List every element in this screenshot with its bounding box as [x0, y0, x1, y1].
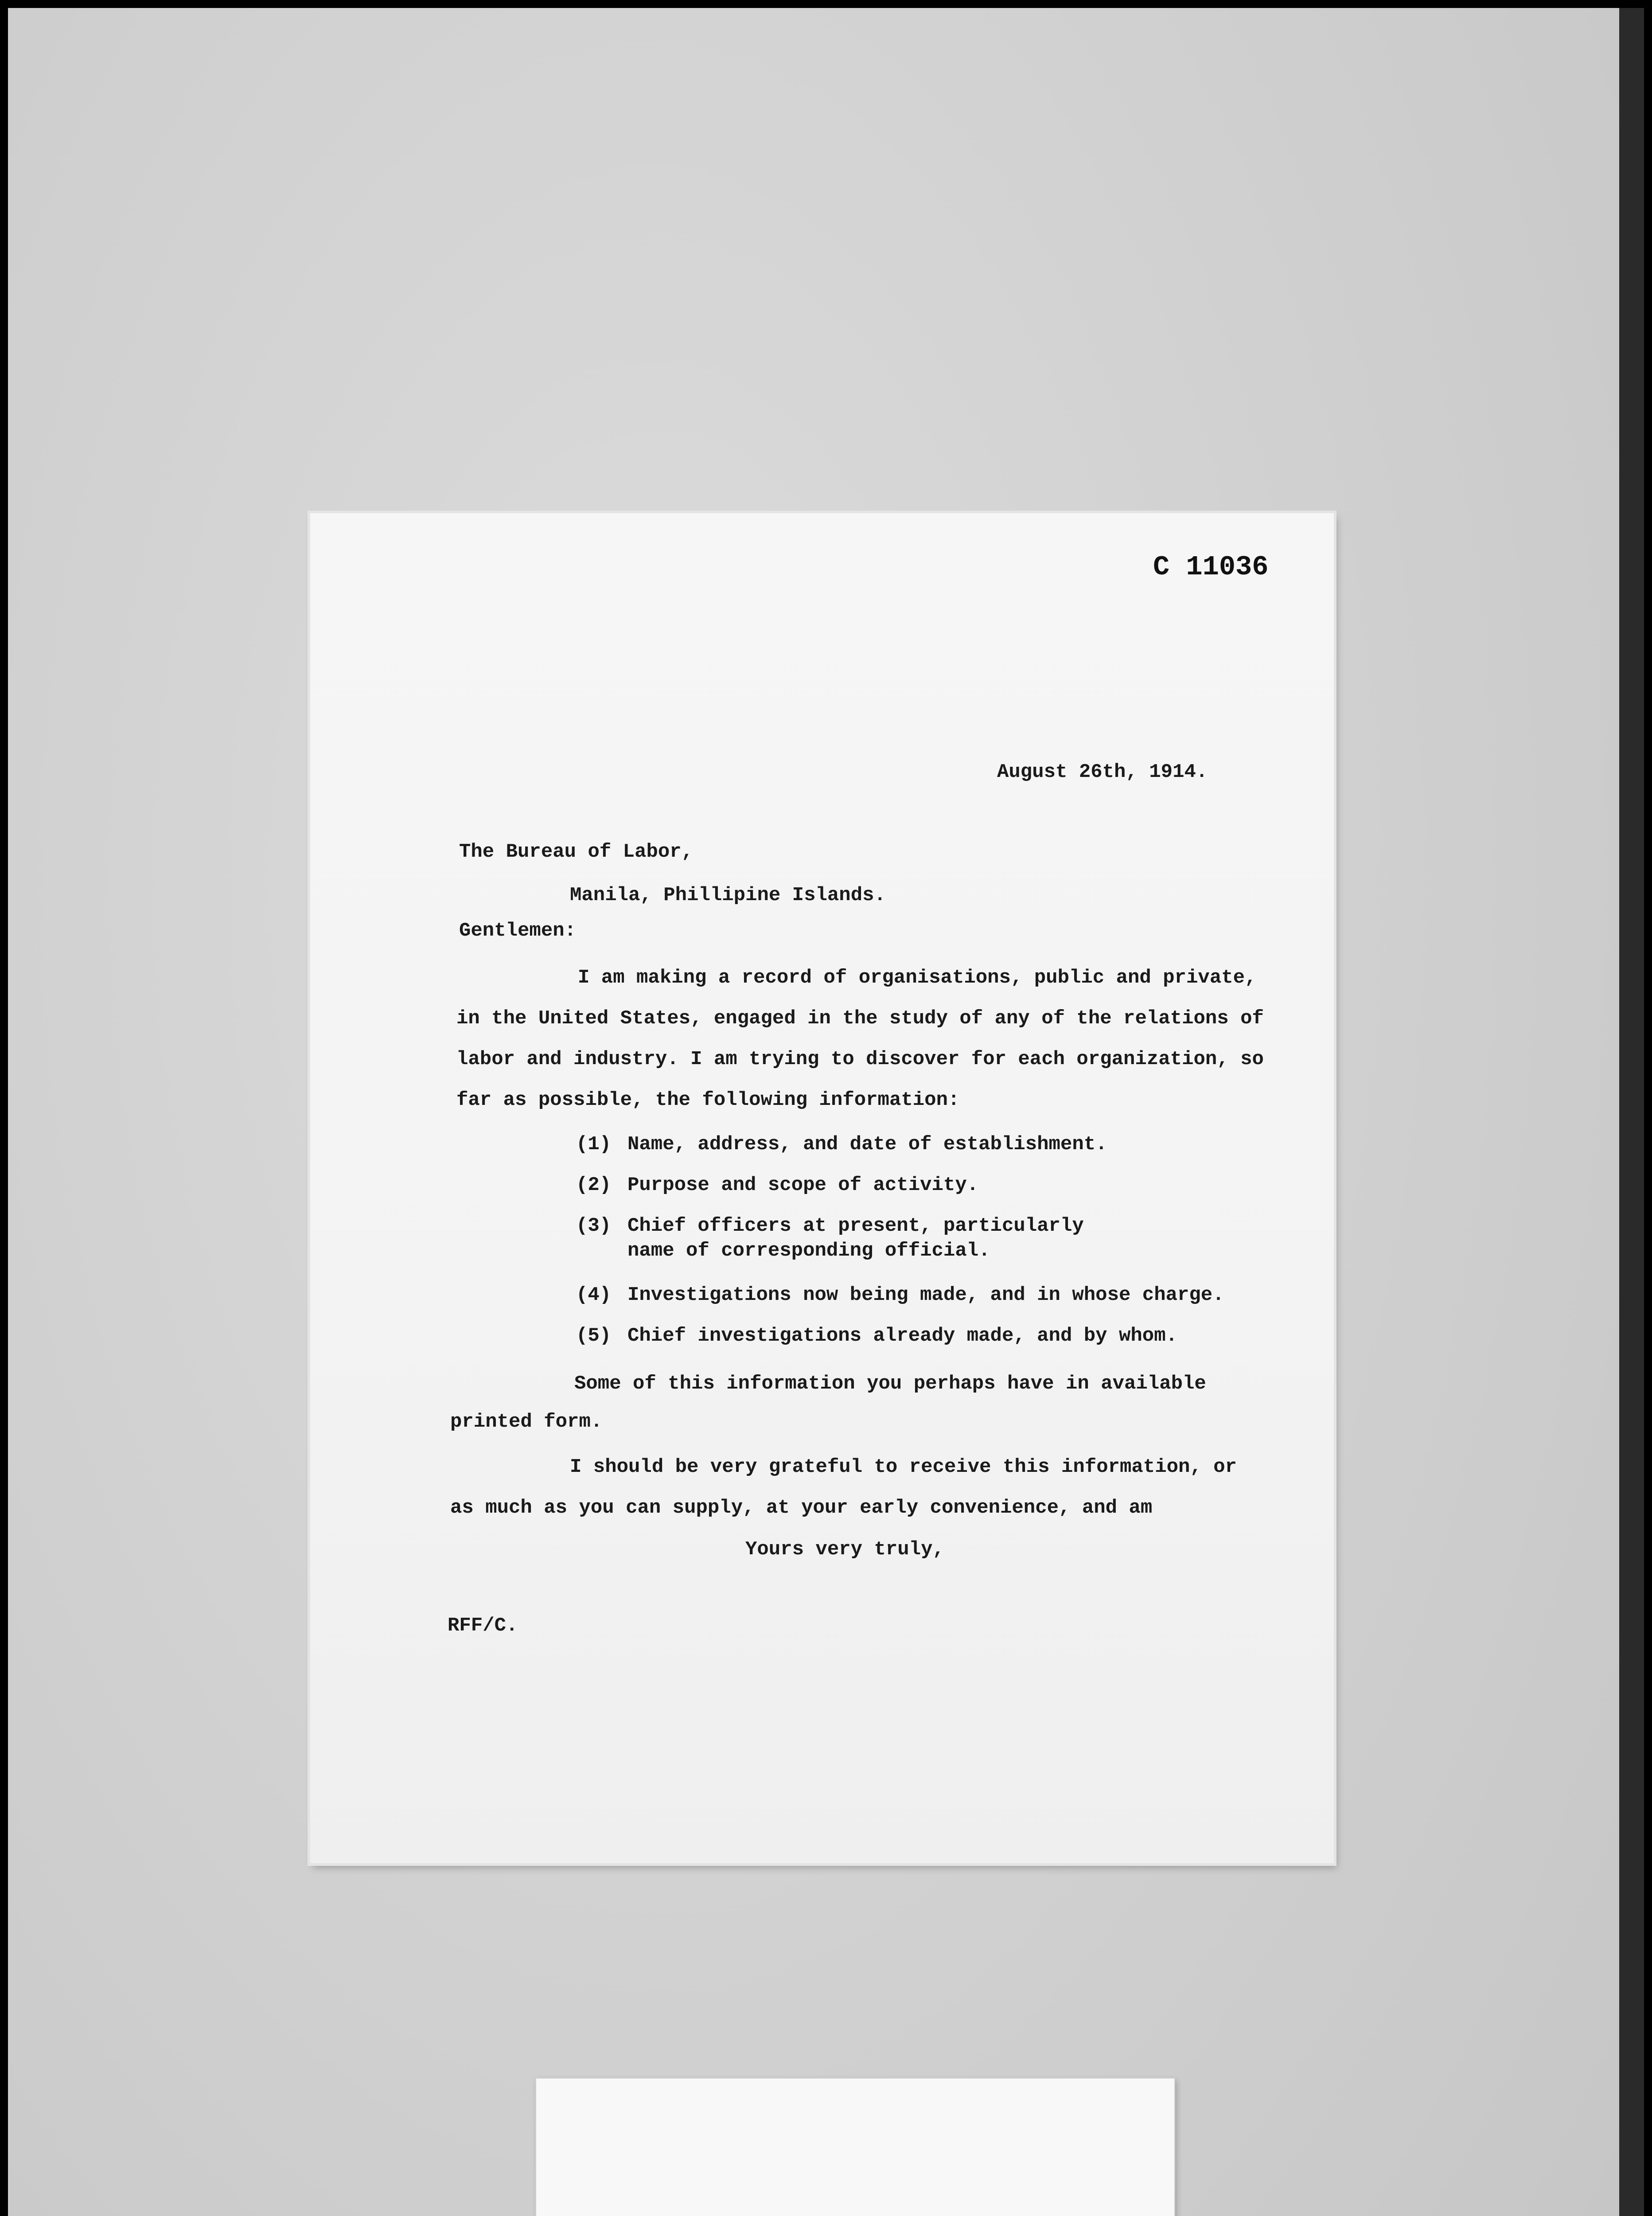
list-item-text: Purpose and scope of activity. [627, 1174, 979, 1196]
list-item-text-continued: name of corresponding official. [627, 1240, 990, 1262]
recipient-line-1: The Bureau of Labor, [459, 841, 694, 863]
list-item-text: Chief investigations already made, and by whom. [627, 1325, 1178, 1347]
recipient-line-2: Manila, Phillipine Islands. [570, 884, 886, 906]
list-item-number: (5) [576, 1325, 612, 1347]
paragraph-1-line-3: labor and industry. I am trying to discover for each organization, so [456, 1048, 1264, 1070]
paragraph-1-line-1: I am making a record of organisations, public and private, [578, 967, 1257, 989]
closing: Yours very truly, [745, 1538, 944, 1561]
collection-label-card [535, 2078, 1175, 2216]
list-item-number: (4) [576, 1284, 612, 1306]
list-item-text: Chief officers at present, particularly [627, 1215, 1084, 1237]
paragraph-1-line-2: in the United States, engaged in the study of any of the relations of [456, 1007, 1264, 1030]
list-item-number: (3) [576, 1215, 612, 1237]
typed-letter-page [310, 513, 1334, 1863]
typist-initials: RFF/C. [448, 1615, 518, 1637]
paragraph-3-line-1: I should be very grateful to receive this information, or [570, 1456, 1237, 1478]
film-edge-strip [1619, 8, 1644, 2216]
paragraph-2-line-2: printed form. [450, 1411, 603, 1433]
salutation: Gentlemen: [459, 920, 577, 942]
list-item-text: Name, address, and date of establishment. [627, 1133, 1107, 1155]
list-item-text: Investigations now being made, and in whose charge. [627, 1284, 1224, 1306]
paragraph-3-line-2: as much as you can supply, at your early convenience, and am [450, 1497, 1153, 1519]
letter-date: August 26th, 1914. [997, 761, 1208, 783]
list-item-number: (1) [576, 1133, 612, 1155]
reference-number: C 11036 [1153, 551, 1269, 583]
list-item-number: (2) [576, 1174, 612, 1196]
paragraph-1-line-4: far as possible, the following information: [456, 1089, 960, 1111]
paragraph-2-line-1: Some of this information you perhaps have in available [574, 1373, 1206, 1395]
